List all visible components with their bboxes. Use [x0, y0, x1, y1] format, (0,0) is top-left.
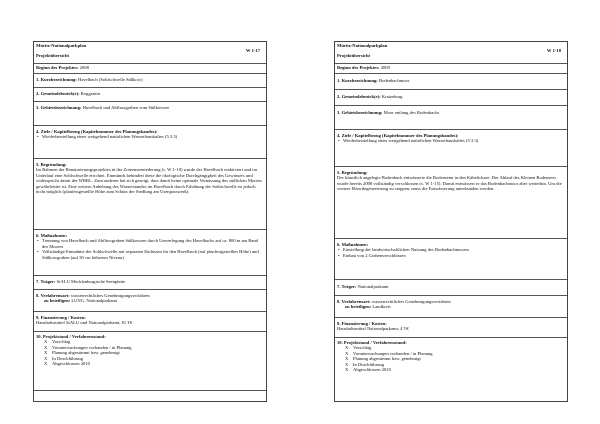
- section-3-label: 3. Gebietsbezeichnung:: [337, 110, 383, 115]
- sheet-subtitle: Projektübersicht: [36, 53, 70, 59]
- status-text: Abgeschlossen 2010: [52, 361, 90, 367]
- section-3: [335, 106, 567, 130]
- section-2: [335, 90, 567, 106]
- section-3-value: Moor entlang des Bodenbachs: [383, 110, 440, 115]
- status-mark: X: [345, 350, 349, 356]
- status-text: Planung abgestimmt bzw. genehmigt: [52, 350, 120, 356]
- sheet-header: [34, 42, 266, 64]
- section-9-text: Haushaltsmittel Nationalparkamt, 4 T€: [337, 326, 409, 332]
- section-1: [34, 74, 266, 88]
- section-8: [34, 290, 266, 312]
- section-5-text: Der künstlich angelegte Bodenbach entwässerte die Bodensenn in den Käbelicksee. Der Ablauf des Kleinen Bodensees wurde bereits 2008 vollständig verschlossen (s. W 1-15). Damit entwässert er das Bodenbachmoor aber weiterhin. Um die weitere Moordegenerierung zu stoppen, muss die Entwässerung unterbunden werden.: [337, 175, 562, 192]
- section-8: [335, 296, 567, 318]
- status-mark: X: [345, 367, 349, 373]
- list-item: • Vollständige Entnahme der Sohlschwelle mit separaten Einlässen für den Havelbach (auf planfestgestellter Höhe) und Süßkowgraben (auf 30 cm höherem Niveau): [42, 249, 264, 260]
- empty-row: [34, 390, 266, 401]
- section-2: [34, 88, 266, 102]
- beginn-value: 2008: [79, 65, 89, 70]
- section-10-label: 10. Projektstand / Verfahrensstand:: [337, 340, 407, 345]
- sheet-title: Müritz-Nationalparkplan: [36, 43, 87, 48]
- section-5-text: Im Rahmen der Renaturierungsprojektes in der Zotzenseeniederung (s. W 1-10) wurde der Havelbach reaktiviert und im Unterlauf eine Sohlschwelle errichtet. Einmünds behindert diese die ökologische Durchgängigkeit des Gewässers und widerspricht damit der WRRL. Zum anderen hat sich gezeigt, dass damit keine optimale Vernässung des südlichen Moores gewährleistet ist. Eine weitere Anhebung des Wasserstandes im Havelbach durch Erhöhung der Sohlschwelle ist jedoch nicht möglich (planfestgestellte Höhe zum Schutz der Siedlung am Usenpasswerk).: [36, 167, 262, 195]
- section-7-value: StALU Mecklenburgische Seenplatte: [56, 279, 126, 284]
- section-2-label: 2. Gemeindebezirk(e):: [337, 94, 381, 99]
- section-6-label: 6. Maßnahmen:: [36, 233, 68, 238]
- section-10-label: 10. Projektstand / Verfahrensstand:: [36, 334, 106, 339]
- section-9-text: Haushaltsmittel StALU und Nationalparkamt, 81 T€: [36, 320, 133, 326]
- section-4-list: [337, 138, 565, 143]
- section-6-list: [337, 247, 565, 258]
- status-text: Voruntersuchungen vorhanden / in Planung: [52, 344, 132, 350]
- section-5-label: 5. Begründung:: [36, 162, 67, 167]
- section-7-value: Nationalparkamt: [357, 284, 389, 289]
- section-8-subvalue: LUNG, Nationalparkamt: [71, 298, 118, 304]
- section-3: [34, 102, 266, 126]
- list-item: • Wiederherstellung eines weitgehend natürlichen Wasserhaushaltes (5.3.3): [343, 138, 565, 143]
- status-text: Abgeschlossen 2010: [353, 367, 391, 373]
- status-line: [337, 367, 565, 372]
- sheet-subtitle: Projektübersicht: [337, 53, 371, 59]
- beginn-value: 2009: [380, 65, 390, 70]
- section-4: [34, 126, 266, 159]
- beginn-row: [335, 64, 567, 74]
- section-8-label: 8. Verfahrensart:: [36, 293, 70, 298]
- status-text: Vorschlag: [353, 345, 372, 351]
- status-line: [36, 361, 264, 366]
- beginn-label: Beginn des Projektes:: [337, 65, 380, 70]
- section-10: [335, 338, 567, 401]
- section-1-value: Bodenbachmoor: [379, 78, 410, 83]
- status-mark: X: [44, 339, 48, 345]
- status-text: Planung abgestimmt bzw. genehmigt: [353, 356, 421, 362]
- section-1-label: 1. Kurzbezeichnung:: [36, 77, 77, 82]
- section-6: [34, 230, 266, 276]
- section-7-label: 7. Träger:: [36, 279, 56, 284]
- section-5: [335, 167, 567, 239]
- section-6: [335, 239, 567, 280]
- list-item: • Einbau von 2 Grabenverschlüssen: [343, 253, 565, 258]
- section-8-sublabel: zu beteiligen:: [345, 304, 372, 310]
- status-text: In Durchführung: [353, 361, 384, 367]
- project-sheet-w1-17: [33, 41, 267, 402]
- section-3-value: Havelbach und Abflussgraben vom Süßkowsee: [82, 105, 170, 110]
- section-1-label: 1. Kurzbezeichnung:: [337, 78, 378, 83]
- section-4-label: 4. Ziele / Kapitelbezug (Kapitelnummer des Planungsbandes):: [36, 129, 158, 134]
- section-7-label: 7. Träger:: [337, 284, 357, 289]
- section-9-label: 9. Finanzierung / Kosten:: [36, 315, 86, 320]
- section-5: [34, 159, 266, 230]
- section-4: [335, 130, 567, 167]
- status-mark: X: [44, 350, 48, 356]
- status-mark: X: [44, 344, 48, 350]
- status-mark: X: [345, 345, 349, 351]
- section-9: [34, 312, 266, 332]
- section-2-value: Roggentin: [80, 91, 100, 96]
- status-text: Voruntersuchungen vorhanden / in Planung: [353, 350, 433, 356]
- sheet-title: Müritz-Nationalparkplan: [337, 43, 388, 48]
- status-text: Vorschlag: [52, 339, 71, 345]
- section-8-sublabel: zu beteiligen:: [44, 298, 71, 304]
- section-8-label: 8. Verfahrensart:: [337, 299, 371, 304]
- section-8-value: wasserrechtliches Genehmigungsverfahren: [70, 293, 150, 298]
- section-6-label: 6. Maßnahmen:: [337, 242, 369, 247]
- status-mark: X: [44, 361, 48, 367]
- beginn-row: [34, 64, 266, 74]
- section-1: [335, 74, 567, 90]
- section-3-label: 3. Gebietsbezeichnung:: [36, 105, 82, 110]
- status-text: In Durchführung: [52, 355, 83, 361]
- section-9: [335, 318, 567, 338]
- section-2-label: 2. Gemeindebezirk(e):: [36, 91, 80, 96]
- section-9-label: 9. Finanzierung / Kosten:: [337, 321, 387, 326]
- sheet-number: W 1-17: [245, 48, 260, 53]
- section-7: [34, 276, 266, 290]
- status-mark: X: [345, 361, 349, 367]
- status-mark: X: [345, 356, 349, 362]
- list-item: • Wiederherstellung eines weitgehend natürlichen Wasserhaushaltes (5.3.3): [42, 134, 264, 139]
- sheet-number: W 1-18: [546, 48, 561, 53]
- section-5-label: 5. Begründung:: [337, 170, 368, 175]
- section-7: [335, 280, 567, 296]
- section-1-value: Havelbach (Sohlschwelle Süßkow): [78, 77, 143, 82]
- sheet-header: [335, 42, 567, 64]
- section-4-label: 4. Ziele / Kapitelbezug (Kapitelnummer des Planungsbandes):: [337, 133, 459, 138]
- section-10: [34, 332, 266, 401]
- status-mark: X: [44, 355, 48, 361]
- section-2-value: Kratzeburg: [381, 94, 403, 99]
- section-6-list: [36, 238, 264, 260]
- section-4-list: [36, 134, 264, 139]
- list-item: • Einstellung der landwirtschaftlichen Nutzung des Bodenbachmoores: [343, 247, 565, 252]
- section-8-subvalue: Landkreis: [372, 304, 391, 310]
- list-item: • Trennung von Havelbach und Abflussgraben Süßkowsee durch Umverlegung des Havelbachs auf ca. 800 m am Rand des Moores: [42, 238, 264, 249]
- page-right: [300, 0, 600, 424]
- beginn-label: Beginn des Projektes:: [36, 65, 79, 70]
- section-8-value: wasserrechtliches Genehmigungsverfahren: [371, 299, 451, 304]
- project-sheet-w1-18: [334, 41, 568, 402]
